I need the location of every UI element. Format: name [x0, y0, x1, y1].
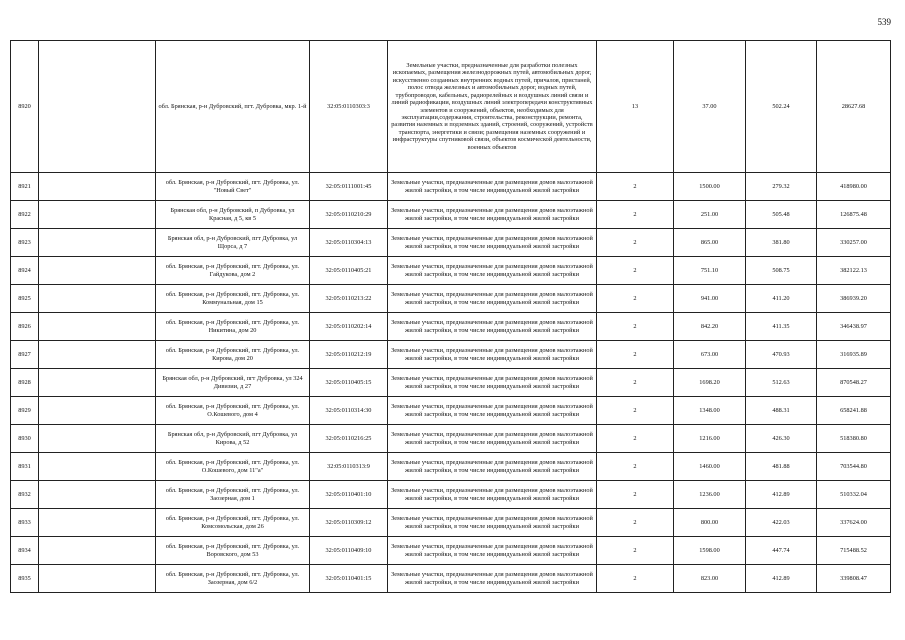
cadastral-value-cell: 510332.04: [817, 481, 891, 509]
row-number: 8932: [11, 481, 39, 509]
cadastral-number-cell: 32:05:0110314:30: [310, 397, 388, 425]
cadastral-value-cell: 126875.48: [817, 201, 891, 229]
address-cell: Брянская обл, р-н Дубровский, п Дубровка, ул Красная, д 5, кв 5: [156, 201, 310, 229]
area-cell: 1698.20: [674, 369, 746, 397]
cadastral-value-table: [10, 40, 891, 593]
area-cell: 1216.00: [674, 425, 746, 453]
address-cell: обл. Брянская, р-н Дубровский, пгт. Дубровка, мкр. 1-й: [156, 41, 310, 173]
group-cell: 2: [597, 257, 674, 285]
cadastral-value-cell: 382122.13: [817, 257, 891, 285]
cadastral-value-cell: 337624.00: [817, 509, 891, 537]
table-row: [11, 257, 891, 285]
cadastral-number-cell: 32:05:0110405:15: [310, 369, 388, 397]
cadastral-number-cell: 32:05:0110409:10: [310, 537, 388, 565]
blank-cell: [39, 41, 156, 173]
table-row: [11, 425, 891, 453]
address-cell: Брянская обл, р-н Дубровский, пгт Дубровка, ул Кирова, д 52: [156, 425, 310, 453]
cadastral-value-cell: 715488.52: [817, 537, 891, 565]
blank-cell: [39, 425, 156, 453]
row-number: 8935: [11, 565, 39, 593]
address-cell: обл. Брянская, р-н Дубровский, пгт. Дубровка, ул. Заозерная, дом 6/2: [156, 565, 310, 593]
table-row: [11, 481, 891, 509]
group-cell: 2: [597, 201, 674, 229]
address-cell: обл. Брянская, р-н Дубровский, пгт. Дубровка, ул. Гайдукова, дом 2: [156, 257, 310, 285]
row-number: 8930: [11, 425, 39, 453]
rate-cell: 502.24: [746, 41, 817, 173]
cadastral-number-cell: 32:05:0110405:21: [310, 257, 388, 285]
blank-cell: [39, 565, 156, 593]
cadastral-number-cell: 32:05:0111001:45: [310, 173, 388, 201]
table-row: [11, 229, 891, 257]
land-use-cell: Земельные участки, предназначенные для разработки полезных ископаемых, размещения железнодорожных путей, автомобильных дорог, искусственно созданных внутренних водных путей, причалов, пристаней, полос отвода железных и автомобильных дорог, водных путей, трубопроводов, кабельных, радиорелейных и воздушных линий связи и линий радиофикации, воздушных линий электропередачи конструктивных элементов и сооружений, объектов, необходимых для эксплуатации,содержания, строительства, реконструкции, ремонта, развития наземных и подземных зданий, строений, сооружений, устройств транспорта, энергетики и связи; размещения наземных сооружений и инфраструктуры спутниковой связи, объектов космической деятельности, военных объектов: [388, 41, 597, 173]
rate-cell: 470.93: [746, 341, 817, 369]
blank-cell: [39, 397, 156, 425]
row-number: 8923: [11, 229, 39, 257]
land-use-cell: Земельные участки, предназначенные для размещения домов малоэтажной жилой застройки, в том числе индивидуальной жилой застройки: [388, 285, 597, 313]
land-use-cell: Земельные участки, предназначенные для размещения домов малоэтажной жилой застройки, в том числе индивидуальной жилой застройки: [388, 509, 597, 537]
row-number: 8928: [11, 369, 39, 397]
cadastral-value-cell: 346438.97: [817, 313, 891, 341]
group-cell: 2: [597, 369, 674, 397]
table-row: [11, 369, 891, 397]
land-use-cell: Земельные участки, предназначенные для размещения домов малоэтажной жилой застройки, в том числе индивидуальной жилой застройки: [388, 369, 597, 397]
row-number: 8924: [11, 257, 39, 285]
land-use-cell: Земельные участки, предназначенные для размещения домов малоэтажной жилой застройки, в том числе индивидуальной жилой застройки: [388, 257, 597, 285]
cadastral-value-cell: 658241.88: [817, 397, 891, 425]
cadastral-value-cell: 339808.47: [817, 565, 891, 593]
group-cell: 2: [597, 313, 674, 341]
cadastral-value-cell: 28627.68: [817, 41, 891, 173]
row-number: 8934: [11, 537, 39, 565]
cadastral-number-cell: 32:05:0110401:15: [310, 565, 388, 593]
land-use-cell: Земельные участки, предназначенные для размещения домов малоэтажной жилой застройки, в том числе индивидуальной жилой застройки: [388, 425, 597, 453]
table-row: [11, 285, 891, 313]
row-number: 8922: [11, 201, 39, 229]
area-cell: 823.00: [674, 565, 746, 593]
table-row: [11, 397, 891, 425]
cadastral-value-cell: 870548.27: [817, 369, 891, 397]
rate-cell: 481.88: [746, 453, 817, 481]
rate-cell: 488.31: [746, 397, 817, 425]
rate-cell: 422.03: [746, 509, 817, 537]
table-row: [11, 537, 891, 565]
area-cell: 37.00: [674, 41, 746, 173]
blank-cell: [39, 201, 156, 229]
blank-cell: [39, 341, 156, 369]
address-cell: обл. Брянская, р-н Дубровский, пгт. Дубровка, ул. Заозерная, дом 1: [156, 481, 310, 509]
blank-cell: [39, 229, 156, 257]
row-number: 8931: [11, 453, 39, 481]
address-cell: Брянская обл, р-н Дубровский, пгт Дубровка, ул Щорса, д 7: [156, 229, 310, 257]
row-number: 8933: [11, 509, 39, 537]
land-use-cell: Земельные участки, предназначенные для размещения домов малоэтажной жилой застройки, в том числе индивидуальной жилой застройки: [388, 201, 597, 229]
table-row: [11, 453, 891, 481]
area-cell: 1460.00: [674, 453, 746, 481]
cadastral-value-cell: 418980.00: [817, 173, 891, 201]
blank-cell: [39, 257, 156, 285]
area-cell: 800.00: [674, 509, 746, 537]
address-cell: Брянская обл, р-н Дубровский, пгт Дубровка, ул 324 Дивизии, д 27: [156, 369, 310, 397]
row-number: 8929: [11, 397, 39, 425]
row-number: 8921: [11, 173, 39, 201]
group-cell: 13: [597, 41, 674, 173]
area-cell: 842.20: [674, 313, 746, 341]
rate-cell: 411.35: [746, 313, 817, 341]
cadastral-number-cell: 32:05:0110304:13: [310, 229, 388, 257]
group-cell: 2: [597, 537, 674, 565]
blank-cell: [39, 285, 156, 313]
land-use-cell: Земельные участки, предназначенные для размещения домов малоэтажной жилой застройки, в том числе индивидуальной жилой застройки: [388, 537, 597, 565]
blank-cell: [39, 453, 156, 481]
area-cell: 865.00: [674, 229, 746, 257]
table-row: [11, 341, 891, 369]
cadastral-number-cell: 32:05:0110210:29: [310, 201, 388, 229]
group-cell: 2: [597, 285, 674, 313]
address-cell: обл. Брянская, р-н Дубровский, пгт. Дубровка, ул. Коммунальная, дом 15: [156, 285, 310, 313]
cadastral-value-cell: 703544.80: [817, 453, 891, 481]
rate-cell: 279.32: [746, 173, 817, 201]
cadastral-value-cell: 316935.89: [817, 341, 891, 369]
address-cell: обл. Брянская, р-н Дубровский, пгт. Дубровка, ул. Комсомольская, дом 26: [156, 509, 310, 537]
land-use-cell: Земельные участки, предназначенные для размещения домов малоэтажной жилой застройки, в том числе индивидуальной жилой застройки: [388, 453, 597, 481]
address-cell: обл. Брянская, р-н Дубровский, пгт. Дубровка, ул. Кирова, дом 20: [156, 341, 310, 369]
blank-cell: [39, 313, 156, 341]
table-body: [11, 41, 891, 593]
group-cell: 2: [597, 229, 674, 257]
cadastral-value-cell: 386939.20: [817, 285, 891, 313]
area-cell: 251.00: [674, 201, 746, 229]
group-cell: 2: [597, 341, 674, 369]
table-row: [11, 201, 891, 229]
group-cell: 2: [597, 453, 674, 481]
address-cell: обл. Брянская, р-н Дубровский, пгт. Дубровка, ул. Никитина, дом 20: [156, 313, 310, 341]
group-cell: 2: [597, 173, 674, 201]
table-row: [11, 313, 891, 341]
rate-cell: 508.75: [746, 257, 817, 285]
rate-cell: 426.30: [746, 425, 817, 453]
cadastral-value-cell: 330257.00: [817, 229, 891, 257]
blank-cell: [39, 537, 156, 565]
table-row: [11, 509, 891, 537]
row-number: 8926: [11, 313, 39, 341]
group-cell: 2: [597, 425, 674, 453]
cadastral-number-cell: 32:05:0110309:12: [310, 509, 388, 537]
land-use-cell: Земельные участки, предназначенные для размещения домов малоэтажной жилой застройки, в том числе индивидуальной жилой застройки: [388, 229, 597, 257]
cadastral-value-cell: 518380.80: [817, 425, 891, 453]
rate-cell: 381.80: [746, 229, 817, 257]
cadastral-number-cell: 32:05:0110213:22: [310, 285, 388, 313]
table-row: [11, 565, 891, 593]
area-cell: 751.10: [674, 257, 746, 285]
group-cell: 2: [597, 397, 674, 425]
area-cell: 1598.00: [674, 537, 746, 565]
cadastral-number-cell: 32:05:0110313:9: [310, 453, 388, 481]
page-number: 539: [877, 17, 891, 27]
area-cell: 673.00: [674, 341, 746, 369]
blank-cell: [39, 369, 156, 397]
address-cell: обл. Брянская, р-н Дубровский, пгт. Дубровка, ул. Воровского, дом 53: [156, 537, 310, 565]
group-cell: 2: [597, 565, 674, 593]
cadastral-number-cell: 32:05:0110401:10: [310, 481, 388, 509]
area-cell: 1348.00: [674, 397, 746, 425]
area-cell: 941.00: [674, 285, 746, 313]
area-cell: 1500.00: [674, 173, 746, 201]
table-row: [11, 173, 891, 201]
rate-cell: 505.48: [746, 201, 817, 229]
rate-cell: 447.74: [746, 537, 817, 565]
address-cell: обл. Брянская, р-н Дубровский, пгт. Дубровка, ул. О.Кошевого, дом 4: [156, 397, 310, 425]
table-row: [11, 41, 891, 173]
address-cell: обл. Брянская, р-н Дубровский, пгт. Дубровка, ул. О.Кошевого, дом 11"а": [156, 453, 310, 481]
land-use-cell: Земельные участки, предназначенные для размещения домов малоэтажной жилой застройки, в том числе индивидуальной жилой застройки: [388, 173, 597, 201]
row-number: 8927: [11, 341, 39, 369]
group-cell: 2: [597, 509, 674, 537]
blank-cell: [39, 509, 156, 537]
area-cell: 1236.00: [674, 481, 746, 509]
row-number: 8925: [11, 285, 39, 313]
land-use-cell: Земельные участки, предназначенные для размещения домов малоэтажной жилой застройки, в том числе индивидуальной жилой застройки: [388, 565, 597, 593]
rate-cell: 512.63: [746, 369, 817, 397]
cadastral-number-cell: 32:05:0110202:14: [310, 313, 388, 341]
cadastral-number-cell: 32:05:0110303:3: [310, 41, 388, 173]
land-use-cell: Земельные участки, предназначенные для размещения домов малоэтажной жилой застройки, в том числе индивидуальной жилой застройки: [388, 341, 597, 369]
cadastral-number-cell: 32:05:0110216:25: [310, 425, 388, 453]
blank-cell: [39, 481, 156, 509]
rate-cell: 412.89: [746, 565, 817, 593]
land-use-cell: Земельные участки, предназначенные для размещения домов малоэтажной жилой застройки, в том числе индивидуальной жилой застройки: [388, 397, 597, 425]
row-number: 8920: [11, 41, 39, 173]
address-cell: обл. Брянская, р-н Дубровский, пгт. Дубровка, ул. "Новый Свет": [156, 173, 310, 201]
blank-cell: [39, 173, 156, 201]
land-use-cell: Земельные участки, предназначенные для размещения домов малоэтажной жилой застройки, в том числе индивидуальной жилой застройки: [388, 481, 597, 509]
group-cell: 2: [597, 481, 674, 509]
rate-cell: 412.89: [746, 481, 817, 509]
rate-cell: 411.20: [746, 285, 817, 313]
land-use-cell: Земельные участки, предназначенные для размещения домов малоэтажной жилой застройки, в том числе индивидуальной жилой застройки: [388, 313, 597, 341]
cadastral-number-cell: 32:05:0110212:19: [310, 341, 388, 369]
